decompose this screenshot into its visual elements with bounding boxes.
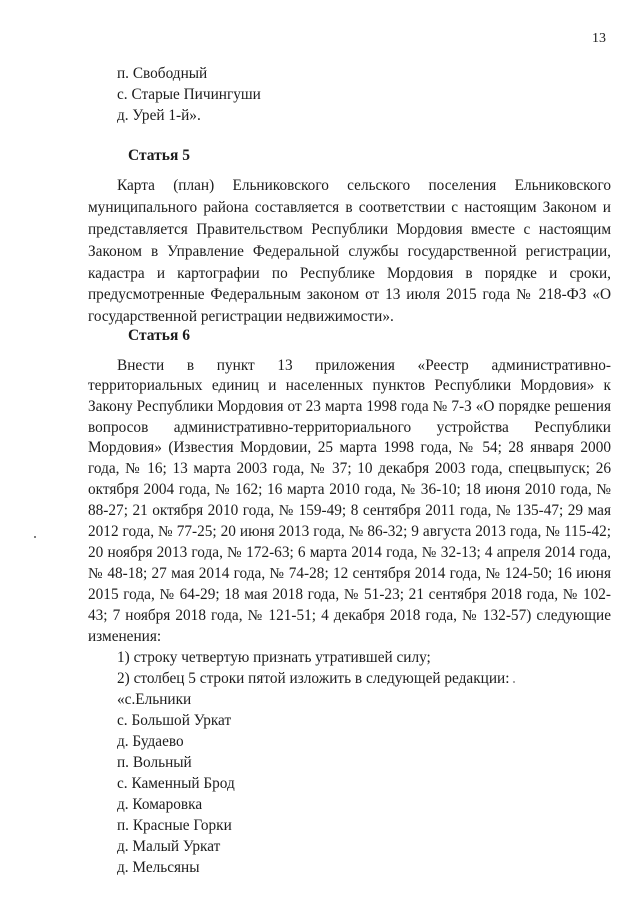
list-item: с. Старые Пичингуши [117,86,261,103]
paragraph-line: 88-27; 21 октября 2010 года, № 159-49; 8 сентября 2011 года, № 135-47; 29 мая [88,502,611,519]
paragraph-line: октября 2004 года, № 162; 16 марта 2010 года, № 36-10; 18 июня 2010 года, № [88,481,611,498]
paragraph-line: государственной регистрации недвижимости». [88,308,394,325]
article-6-heading: Статья 6 [128,327,190,344]
paragraph-line: Карта (план) Ельниковского сельского поселения Ельниковского [117,177,611,194]
settlement-item: с. Каменный Брод [117,775,235,792]
list-item: 1) строку четвертую признать утратившей силу; [117,649,431,666]
paragraph-line: представляется Правительством Республики Мордовия вместе с настоящим [88,221,611,238]
paragraph-line: Мордовия» (Известия Мордовии, 25 марта 1998 года, № 54; 28 января 2000 [88,439,611,456]
paragraph-line: 2012 года, № 77-25; 20 июня 2013 года, № 86-32; 9 августа 2013 года, № 115-42; [88,523,611,540]
paragraph-line: № 48-18; 27 мая 2014 года, № 74-28; 12 сентября 2014 года, № 124-50; 16 июня [88,565,611,582]
list-item: п. Свободный [117,65,208,82]
paragraph-line: муниципального района составляется в соответствии с настоящим Законом и [88,199,611,216]
settlement-item: «с.Ельники [117,691,192,708]
scan-speck [34,536,36,538]
list-item: д. Урей 1-й». [117,107,201,124]
settlement-item: п. Вольный [117,754,192,771]
paragraph-line: изменения: [88,628,162,645]
settlement-item: д. Комаровка [117,796,203,813]
list-item: 2) столбец 5 строки пятой изложить в следующей редакции: [117,670,510,687]
paragraph-line: кадастра и картографии по Республике Мордовия в порядке и сроки, [88,265,611,282]
paragraph-line: вопросов административно-территориального устройства Республики [88,419,611,436]
page-number: 13 [592,31,606,46]
settlement-item: д. Будаево [117,733,184,750]
paragraph-line: 43; 7 ноября 2018 года, № 121-51; 4 декабря 2018 года, № 132-57) следующие [88,607,611,624]
paragraph-line: 20 ноября 2013 года, № 172-63; 6 марта 2014 года, № 32-13; 4 апреля 2014 года, [88,544,611,561]
settlement-item: д. Малый Уркат [117,838,221,855]
paragraph-line: предусмотренные Федеральным законом от 13 июля 2015 года № 218-ФЗ «О [88,286,611,303]
settlement-item: п. Красные Горки [117,817,232,834]
settlement-item: д. Мельсяны [117,859,200,876]
settlement-item: с. Большой Уркат [117,712,232,729]
scan-speck [513,681,515,683]
paragraph-line: Внести в пункт 13 приложения «Реестр административно- [117,357,611,374]
paragraph-line: года, № 16; 13 марта 2003 года, № 37; 10 декабря 2003 года, спецвыпуск; 26 [88,460,611,477]
paragraph-line: Закону Республики Мордовия от 23 марта 1998 года № 7-З «О порядке решения [88,398,611,415]
paragraph-line: Законом в Управление Федеральной службы государственной регистрации, [88,243,611,260]
paragraph-line: 2015 года, № 64-29; 18 мая 2018 года, № 51-23; 21 сентября 2018 года, № 102- [88,586,611,603]
article-5-heading: Статья 5 [128,147,190,164]
paragraph-line: территориальных единиц и населенных пунктов Республики Мордовия» к [88,377,611,394]
